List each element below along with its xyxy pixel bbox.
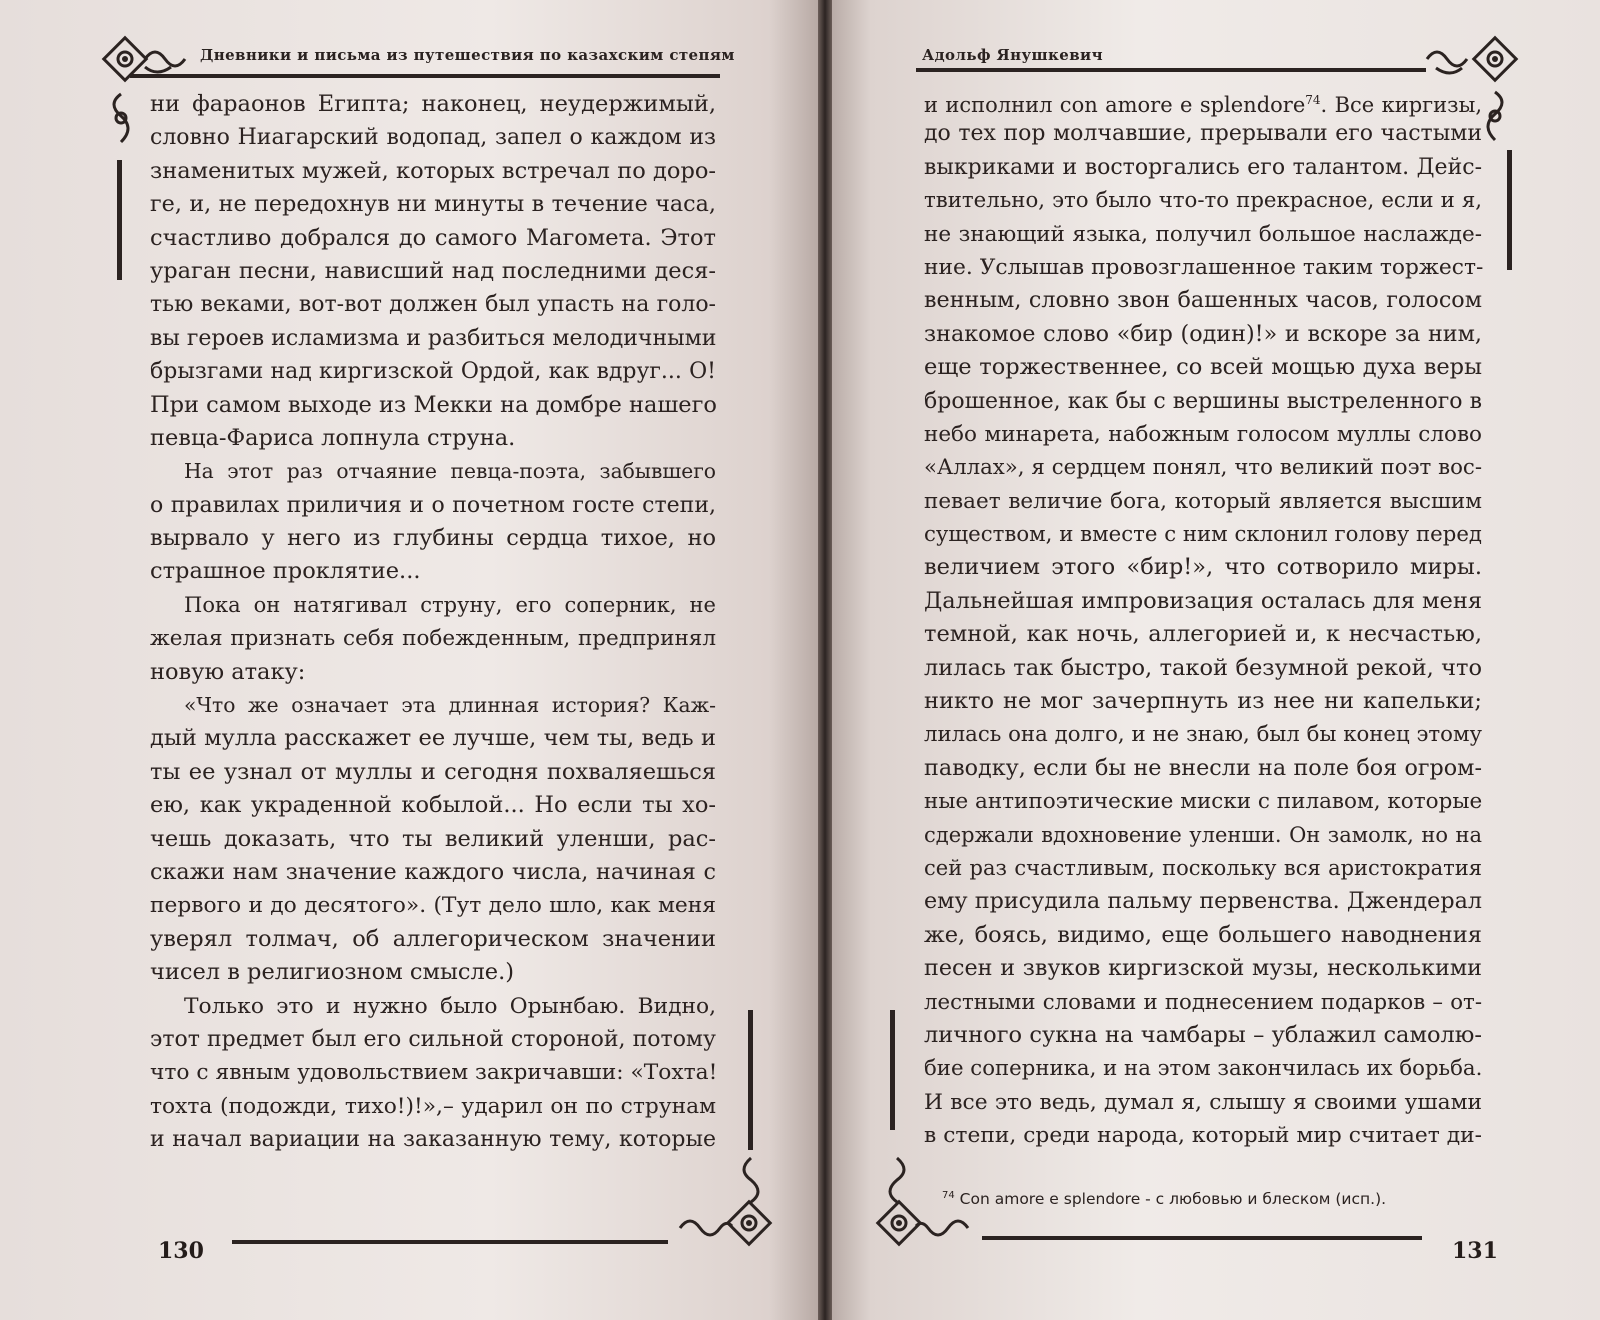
page-number: 131 — [1452, 1238, 1498, 1264]
right-page-text — [924, 84, 1482, 1153]
text-line: этот предмет был его сильной стороной, потому — [150, 1026, 716, 1052]
text-line: сдержали вдохновение уленши. Он замолк, но на — [924, 822, 1482, 847]
text-line: ние. Услышав провозглашенное таким торжест- — [924, 254, 1484, 280]
footer-rule — [232, 1240, 668, 1244]
text-line: чисел в религиозном смысле.) — [150, 959, 515, 986]
text-line: брошенное, как бы с вершины выстреленного в — [924, 388, 1482, 414]
corner-ornament-icon — [676, 1150, 776, 1250]
text-line: словно Ниагарский водопад, запел о каждом из — [150, 125, 716, 151]
text-line: до тех пор молчавшие, прерывали его частыми — [924, 121, 1482, 147]
text-line: твительно, это было что-то прекрасное, если и я, — [924, 188, 1482, 214]
right-margin-bar — [748, 1010, 753, 1150]
text-line: в степи, среди народа, который мир считает ди- — [924, 1123, 1482, 1149]
text-line: певает величие бога, который является высшим — [924, 488, 1482, 514]
footnote-number: 74 — [942, 1190, 955, 1201]
text-line: страшное проклятие... — [150, 558, 421, 585]
text-line: существом, и вместе с ним склонил голову перед — [924, 522, 1482, 548]
text-line: еще торжественнее, со всей мощью духа веры — [924, 354, 1482, 381]
text-line: сей раз счастливым, поскольку вся аристократия — [924, 855, 1482, 880]
text-line: вы героев исламизма и разбиться мелодичными — [150, 325, 717, 351]
text-line: тохта (подожди, тихо!)!»,– ударил он по струнам — [150, 1093, 716, 1119]
text-line: первого и до десятого». (Тут дело шло, как меня — [150, 893, 716, 919]
text-line: лестными словами и поднесением подарков – от- — [924, 989, 1482, 1015]
text-line: Только это и нужно было Орынбаю. Видно, — [184, 993, 716, 1019]
left-page-text — [150, 88, 716, 1157]
text-line: лилась так быстро, такой безумной рекой, что — [924, 654, 1482, 681]
footnote-ref[interactable]: 74 — [1305, 93, 1321, 107]
text-line: скажи нам значение каждого числа, начиная с — [150, 858, 716, 885]
text-line: выкриками и восторгались его талантом. Дейс- — [924, 154, 1482, 180]
text-line: темной, как ночь, аллегорией и, к несчастью, — [924, 621, 1482, 648]
text-line: знаменитых мужей, которых встречал по доро- — [150, 157, 716, 184]
text-line: «Что же означает эта длинная история? Каж- — [184, 693, 716, 718]
text-line: паводку, если бы не внесли на поле боя огром- — [924, 754, 1482, 781]
text-line: что с явным удовольствием закричавши: «Тохта! — [150, 1060, 718, 1086]
text-line: величием этого «бир!», что сотворило миры. — [924, 554, 1482, 581]
page-number: 130 — [158, 1238, 204, 1264]
text-line: И все это ведь, думал я, слышу я своими ушами — [924, 1089, 1482, 1115]
text-line: личного сукна на чамбары – ублажил самолю- — [924, 1021, 1482, 1048]
text-line: песен и звуков киргизской музы, несколькими — [924, 955, 1482, 982]
text-line: ею, как украденной кобылой... Но если ты хо- — [150, 792, 716, 819]
text-line: и начал вариации на заказанную тему, которые — [150, 1127, 716, 1153]
footnote — [942, 1190, 1462, 1208]
footer-rule — [982, 1236, 1422, 1240]
border-ornament-icon — [1478, 88, 1512, 148]
text-line: никто не мог зачерпнуть из нее ни капельки; — [924, 688, 1482, 715]
text-line: о правилах приличия и о почетном госте степи, — [150, 492, 716, 518]
running-head: Адольф Янушкевич — [922, 46, 1103, 64]
text-line: ему присудила пальму первенства. Джендерал — [924, 888, 1482, 915]
text-line: При самом выходе из Мекки на домбре нашего — [150, 391, 717, 418]
running-head: Дневники и письма из путешествия по казахским степям — [200, 46, 735, 64]
text-line: ные антипоэтические миски с пилавом, которые — [924, 789, 1483, 815]
text-line: брызгами над киргизской Ордой, как вдруг... О! — [150, 359, 716, 385]
text-line: счастливо добрался до самого Магомета. Этот — [150, 224, 716, 251]
text-line: же, боясь, видимо, еще большего наводнения — [924, 921, 1482, 948]
text-line: новую атаку: — [150, 658, 306, 685]
text-line: уверял толмач, об аллегорическом значении — [150, 925, 716, 952]
text-line: знакомое слово «бир (один)!» и вскоре за ним, — [924, 320, 1482, 347]
text-line: Дальнейшая импровизация осталась для меня — [924, 587, 1483, 614]
text-line: ни фараонов Египта; наконец, неудержимый, — [150, 91, 716, 117]
text-line: На этот раз отчаяние певца-поэта, забывшего — [184, 459, 716, 484]
text-line: лилась она долго, и не знаю, был бы конец этому — [924, 722, 1482, 748]
text-line: ге, и, не передохнув ни минуты в течение часа, — [150, 191, 716, 218]
text-line: дый мулла расскажет ее лучше, чем ты, ведь и — [150, 725, 716, 752]
text-line: тью веками, вот-вот должен был упасть на голо- — [150, 292, 716, 318]
text-line: ты ее узнал от муллы и сегодня похваляешься — [150, 758, 716, 785]
text-line: небо минарета, набожным голосом муллы слово — [924, 421, 1482, 447]
right-margin-bar — [1507, 150, 1512, 270]
text-line: желая признать себя побежденным, предпринял — [150, 626, 716, 652]
text-line: и исполнил con amore e splendore$^{74}$. Все киргизы, — [924, 93, 1482, 117]
text-line: певца-Фариса лопнула струна. — [150, 424, 516, 451]
right-page — [832, 0, 1600, 1320]
text-line: бие соперника, и на этом закончилась их борьба. — [924, 1056, 1483, 1082]
text-line: не знающий языка, получил большое наслажде- — [924, 221, 1482, 247]
text-line: вырвало у него из глубины сердца тихое, но — [150, 525, 716, 552]
header-rule — [916, 68, 1426, 72]
text-line: чешь доказать, что ты великий уленши, рас- — [150, 825, 716, 852]
text-line: ураган песни, нависший над последними деся- — [150, 257, 716, 284]
corner-ornament-icon — [100, 34, 200, 94]
book-gutter — [818, 0, 832, 1320]
text-line: венным, словно звон башенных часов, голосом — [924, 287, 1482, 314]
border-ornament-icon — [104, 90, 138, 150]
text-line: «Аллах», я сердцем понял, что великий поэт вос- — [924, 455, 1482, 481]
left-margin-bar — [117, 160, 122, 280]
header-rule — [130, 74, 720, 78]
left-margin-bar — [890, 1010, 895, 1130]
footnote-text: Con amore e splendore - с любовью и блеском (исп.). — [959, 1190, 1387, 1209]
text-line: Пока он натягивал струну, его соперник, не — [184, 592, 716, 617]
